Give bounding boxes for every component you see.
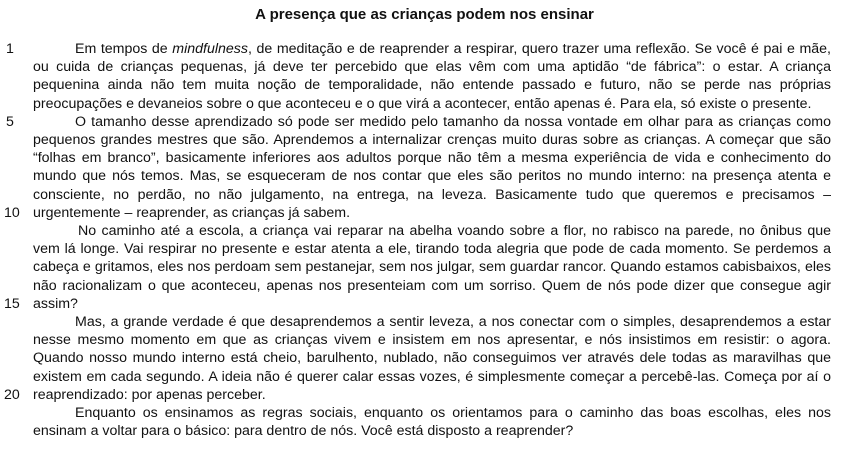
paragraph-4: Mas, a grande verdade é que desaprendemos a sentir leveza, a nos conectar com o simples, desaprendemos a estar nesse mesmo momento em que as crianças vivem e insistem em nos apresentar, e nós insistimos em resistir: o agora. Quando nosso mundo interno está cheio, barulhento, nublado, não conseguimos ver através dele todas as maravilhas que existem em cada segundo. A ideia não é querer calar essas vozes, é simplesmente começar a percebê-las. Começa por aí o reaprendizado: por apenas perceber.: [33, 314, 831, 403]
paragraph-5: Enquanto os ensinamos as regras sociais, enquanto os orientamos para o caminho das boas escolhas, eles nos ensinam a voltar para o básico: para dentro de nós. Você está disposto a reaprender?: [33, 405, 831, 440]
paragraph-3: No caminho até a escola, a criança vai reparar na abelha voando sobre a flor, no rabisco na parede, no ônibus que vem lá longe. Vai respirar no presente e estar atenta a ele, tirando toda alegria que pode de cada momento. Se perdemos a cabeça e gritamos, eles nos perdoam sem pestanejar, sem nos julgar, sem guardar rancor. Quando estamos cabisbaixos, eles não racionalizam o que aconteceu, apenas nos presenteiam com um sorriso. Quem de nós pode dizer que consegue agir assim?: [33, 223, 831, 312]
paragraph-1: [33, 40, 831, 113]
document-title: A presença que as crianças podem nos ensinar: [255, 6, 594, 23]
paragraph-1-start: Em tempos de: [75, 41, 173, 57]
paragraph-1-italic-term: mindfulness: [172, 41, 248, 57]
paragraph-1-rest: , de meditação e de reaprender a respirar, quero trazer uma reflexão. Se você é pai e mãe, ou cuida de crianças pequenas, já deve ter percebido que elas vêm com uma aptidão “de fábrica”: o estar. A criança pequenina ainda não tem muita noção de temporalidade, não entende passado e futuro, não se perde nas próprias preocupações e devaneios sobre o que aconteceu e o que virá a acontecer, então apenas é. Para ela, só existe o presente.: [33, 41, 831, 112]
line-number-10: 10: [4, 204, 20, 221]
line-number-5: 5: [6, 113, 14, 130]
line-number-1: 1: [6, 41, 14, 57]
paragraph-2: O tamanho desse aprendizado só pode ser medido pelo tamanho da nossa vontade em olhar para as crianças como pequenos grandes mestres que são. Aprendemos a internalizar crenças muito duras sobre as crianças. A começar que são “folhas em branco”, basicamente inferiores aos adultos porque não têm a mesma experiência de vida e conhecimento do mundo que nós temos. Mas, se esqueceram de nos contar que eles são peritos no mundo interno: na presença atenta e consciente, no perdão, no não julgamento, na entrega, na leveza. Basicamente tudo que queremos e precisamos – urgentemente – reaprender, as crianças já sabem.: [33, 113, 831, 221]
line-number-15: 15: [4, 295, 20, 312]
line-number-20: 20: [4, 386, 20, 403]
article-body: [33, 40, 831, 440]
